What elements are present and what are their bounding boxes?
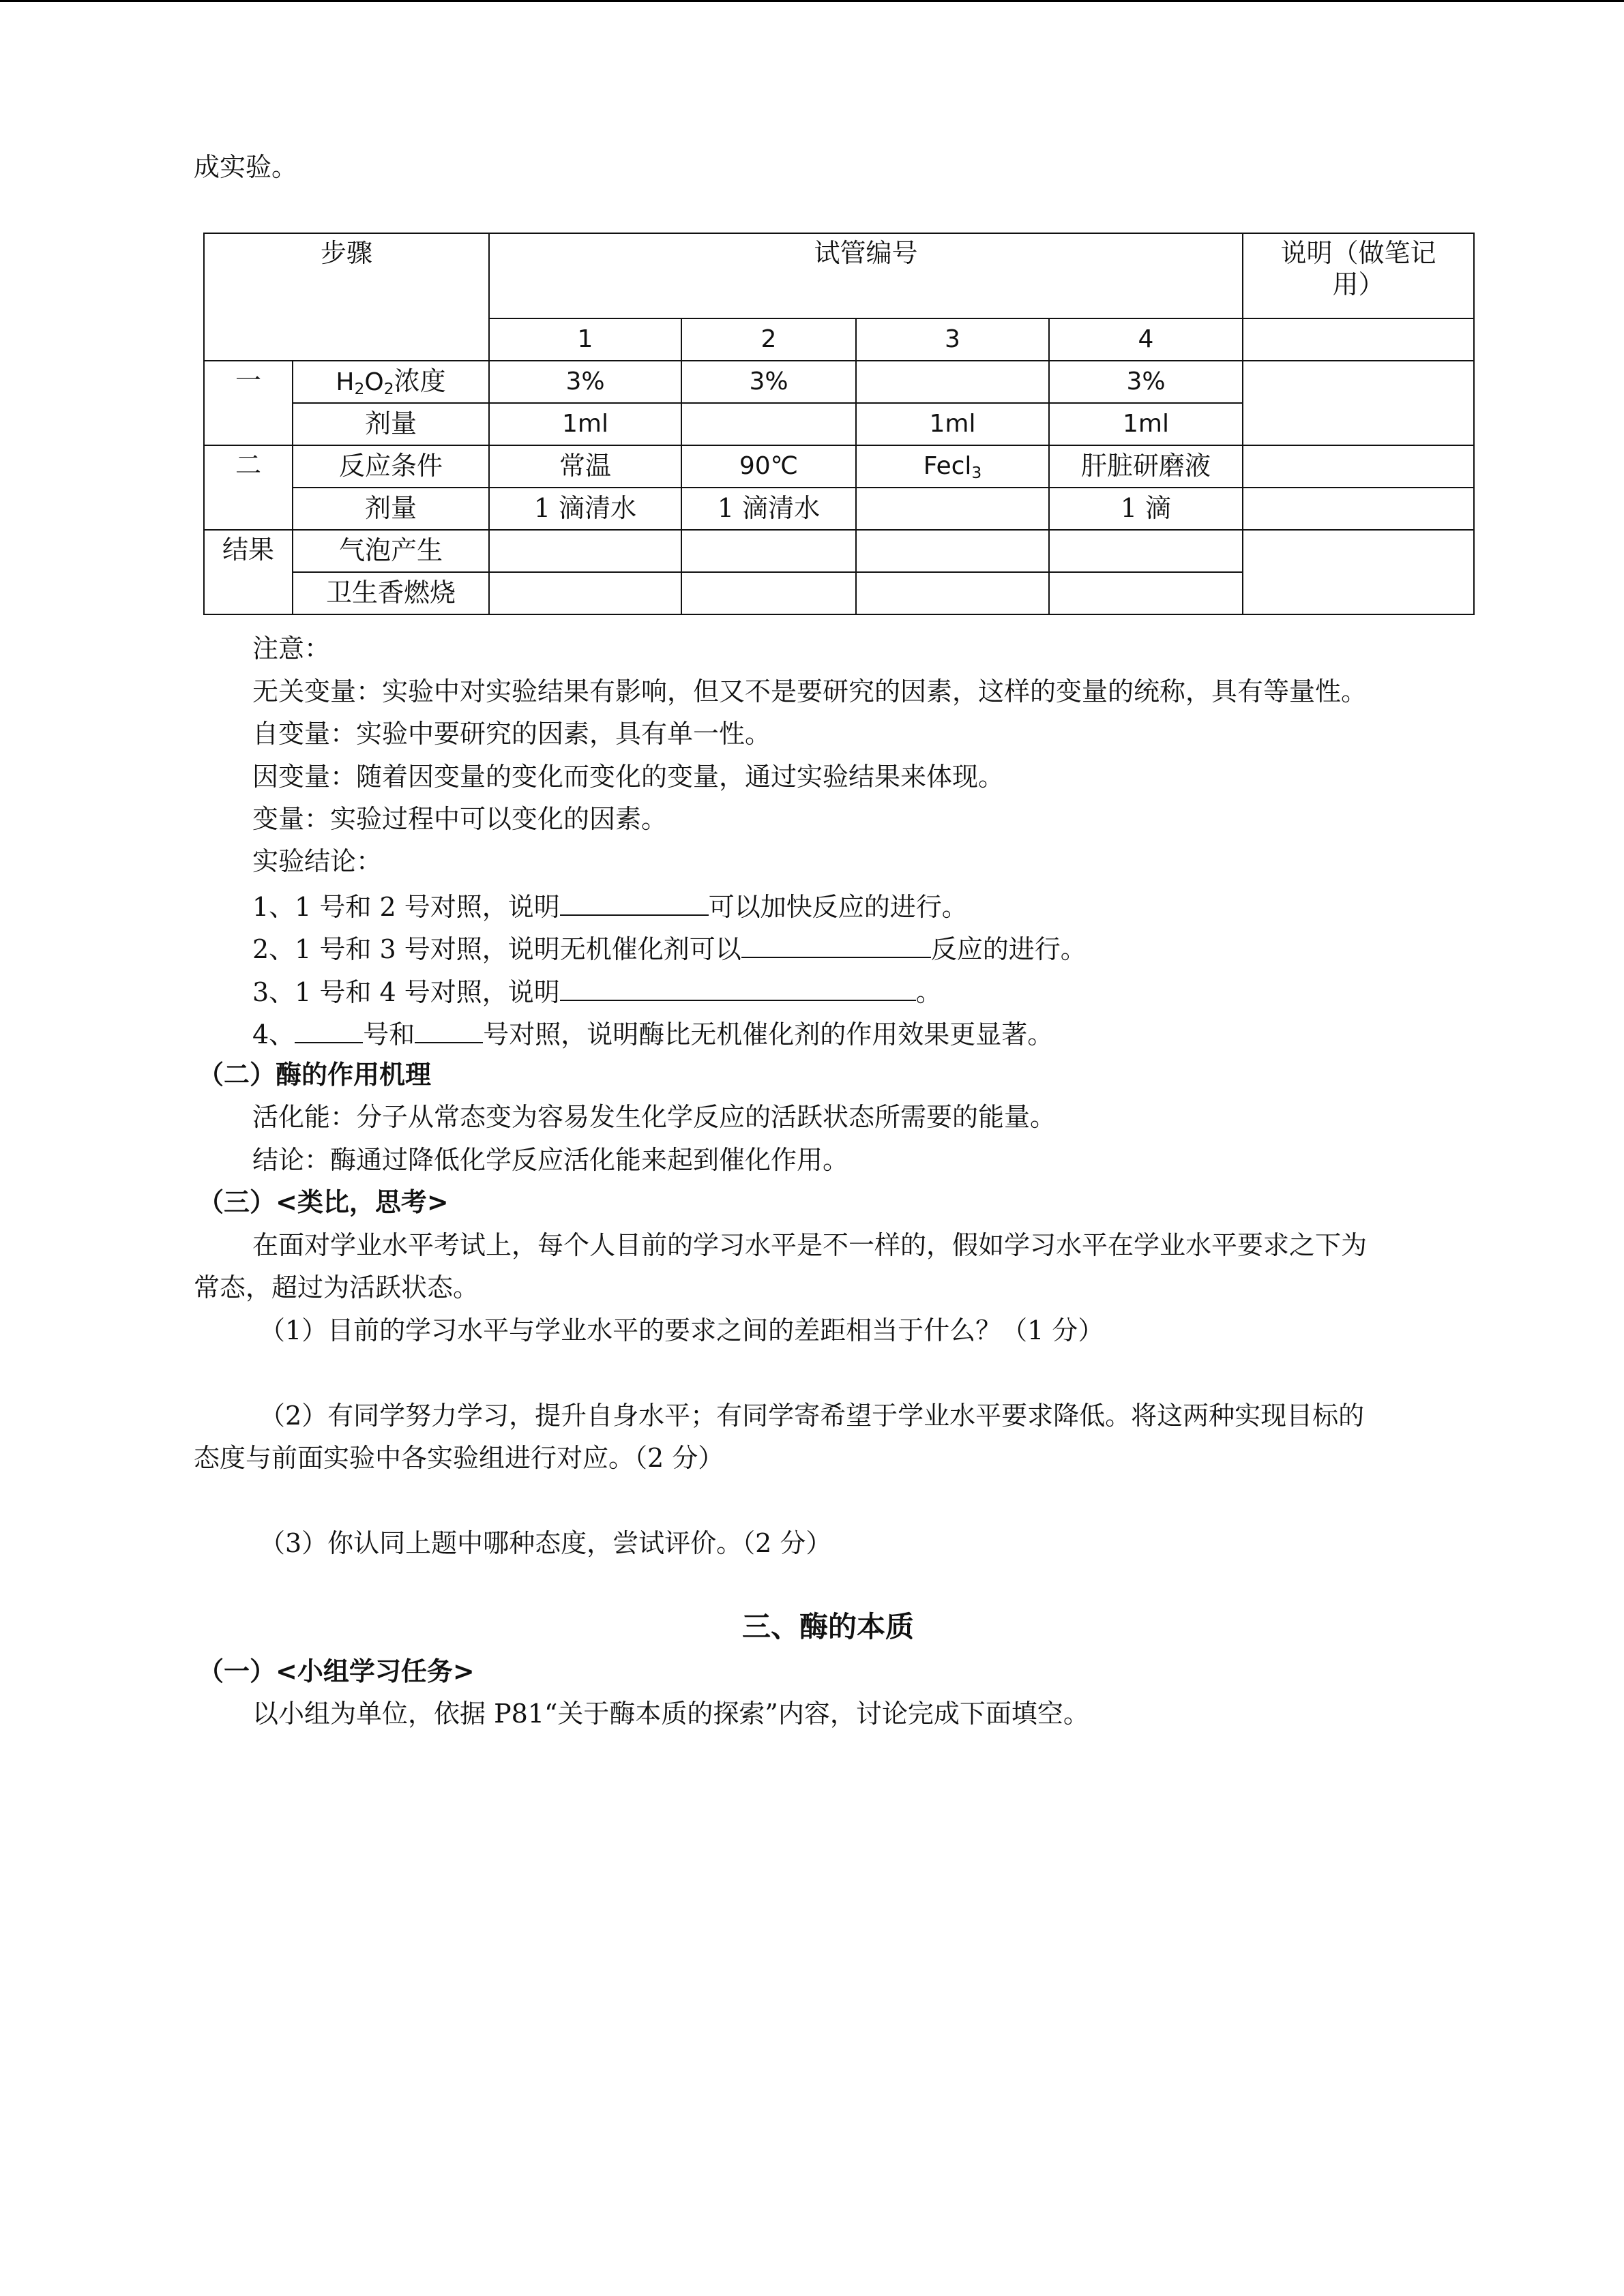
- note-variable: 变量：实验过程中可以变化的因素。: [252, 804, 668, 834]
- bubbles-tube-4: [1049, 530, 1243, 572]
- conclusion-2: 2、1 号和 3 号对照，说明无机催化剂可以 反应的进行。: [252, 931, 1087, 966]
- row-label-bubbles: 气泡产生: [293, 530, 489, 572]
- blank-1: [560, 889, 709, 916]
- conc-tube-1: 3%: [489, 361, 681, 403]
- notes-cell: [1243, 488, 1474, 530]
- condition-tube-2: 90℃: [681, 445, 856, 488]
- bubbles-tube-3: [856, 530, 1049, 572]
- note-irrelevant-variable: 无关变量：实验中对实验结果有影响，但又不是要研究的因素，这样的变量的统称，具有等量性。: [252, 676, 1368, 706]
- incense-tube-2: [681, 572, 856, 614]
- result-label: 结果: [204, 530, 293, 614]
- header-steps: 步骤: [204, 233, 489, 361]
- experiment-table: [203, 233, 1475, 615]
- tube-number-4: 4: [1049, 318, 1243, 361]
- dose2-tube-4: 1 滴: [1049, 488, 1243, 530]
- conc-tube-4: 3%: [1049, 361, 1243, 403]
- blank-4a: [295, 1016, 363, 1043]
- note-independent-variable: 自变量：实验中要研究的因素，具有单一性。: [252, 719, 771, 749]
- step-two-label: 二: [204, 445, 293, 530]
- blank-2: [741, 931, 931, 958]
- section-2-activation-energy: 活化能：分子从常态变为容易发生化学反应的活跃状态所需要的能量。: [252, 1102, 1057, 1132]
- notes-cell: [1243, 361, 1474, 445]
- concentration-label: 浓度: [394, 366, 446, 396]
- incense-tube-3: [856, 572, 1049, 614]
- dose2-tube-2: 1 滴清水: [681, 488, 856, 530]
- header-tube-number: 试管编号: [489, 233, 1243, 318]
- conclusion-4: 4、 号和 号对照，说明酶比无机催化剂的作用效果更显著。: [252, 1016, 1053, 1052]
- note-dependent-variable: 因变量：随着因变量的变化而变化的变量，通过实验结果来体现。: [252, 762, 1005, 792]
- notes-title: 注意：: [252, 633, 331, 664]
- question-3: （3）你认同上题中哪种态度，尝试评价。（2 分）: [259, 1528, 832, 1558]
- part-3-title: 三、酶的本质: [742, 1610, 915, 1643]
- conclusion-3: 3、1 号和 4 号对照，说明 。: [252, 974, 942, 1009]
- dose2-tube-3: [856, 488, 1049, 530]
- conc-tube-3: [856, 361, 1049, 403]
- conclusion-1: 1、1 号和 2 号对照，说明 可以加快反应的进行。: [252, 889, 968, 924]
- part-3-paragraph: 以小组为单位，依据 P81“关于酶本质的探索”内容，讨论完成下面填空。: [252, 1699, 1089, 1729]
- dose-tube-3: 1ml: [856, 403, 1049, 445]
- section-3-para-line-2: 常态，超过为活跃状态。: [194, 1272, 479, 1302]
- step-one-label: 一: [204, 361, 293, 445]
- tube-number-3: 3: [856, 318, 1049, 361]
- condition-tube-3: Fecl$_3$: [856, 445, 1049, 488]
- header-notes: 说明（做笔记用）: [1243, 233, 1474, 318]
- row-label-h2o2-concentration: [293, 361, 489, 403]
- dose-tube-1: 1ml: [489, 403, 681, 445]
- blank-4b: [415, 1016, 483, 1043]
- blank-3: [560, 974, 916, 1001]
- section-3-heading: （三）<类比，思考>: [198, 1187, 449, 1217]
- question-2-line-1: （2）有同学努力学习，提升自身水平；有同学寄希望于学业水平要求降低。将这两种实现目标的: [259, 1401, 1365, 1431]
- notes-cell: [1243, 445, 1474, 488]
- section-2-heading: （二）酶的作用机理: [198, 1060, 432, 1090]
- bubbles-tube-2: [681, 530, 856, 572]
- notes-cell: [1243, 318, 1474, 361]
- top-border-line: [0, 0, 1624, 2]
- row-label-dose: 剂量: [293, 403, 489, 445]
- tube-number-1: 1: [489, 318, 681, 361]
- conc-tube-2: 3%: [681, 361, 856, 403]
- tube-number-2: 2: [681, 318, 856, 361]
- part-3-heading: （一）<小组学习任务>: [198, 1656, 475, 1686]
- incense-tube-4: [1049, 572, 1243, 614]
- question-1: （1）目前的学习水平与学业水平的要求之间的差距相当于什么？（1 分）: [259, 1315, 1104, 1345]
- row-label-incense: 卫生香燃烧: [293, 572, 489, 614]
- dose-tube-4: 1ml: [1049, 403, 1243, 445]
- section-2-conclusion: 结论：酶通过降低化学反应活化能来起到催化作用。: [252, 1145, 849, 1175]
- row-label-dose-2: 剂量: [293, 488, 489, 530]
- conclusion-title: 实验结论：: [252, 846, 383, 876]
- notes-cell: [1243, 530, 1474, 614]
- dose-tube-2: [681, 403, 856, 445]
- h2o2-formula: $H_2O_2$: [336, 368, 394, 398]
- condition-tube-4: 肝脏研磨液: [1049, 445, 1243, 488]
- intro-fragment: 成实验。: [194, 152, 298, 182]
- bubbles-tube-1: [489, 530, 681, 572]
- condition-tube-1: 常温: [489, 445, 681, 488]
- row-label-condition: 反应条件: [293, 445, 489, 488]
- incense-tube-1: [489, 572, 681, 614]
- dose2-tube-1: 1 滴清水: [489, 488, 681, 530]
- question-2-line-2: 态度与前面实验中各实验组进行对应。（2 分）: [194, 1443, 724, 1473]
- section-3-para-line-1: 在面对学业水平考试上，每个人目前的学习水平是不一样的，假如学习水平在学业水平要求之下为: [252, 1230, 1368, 1260]
